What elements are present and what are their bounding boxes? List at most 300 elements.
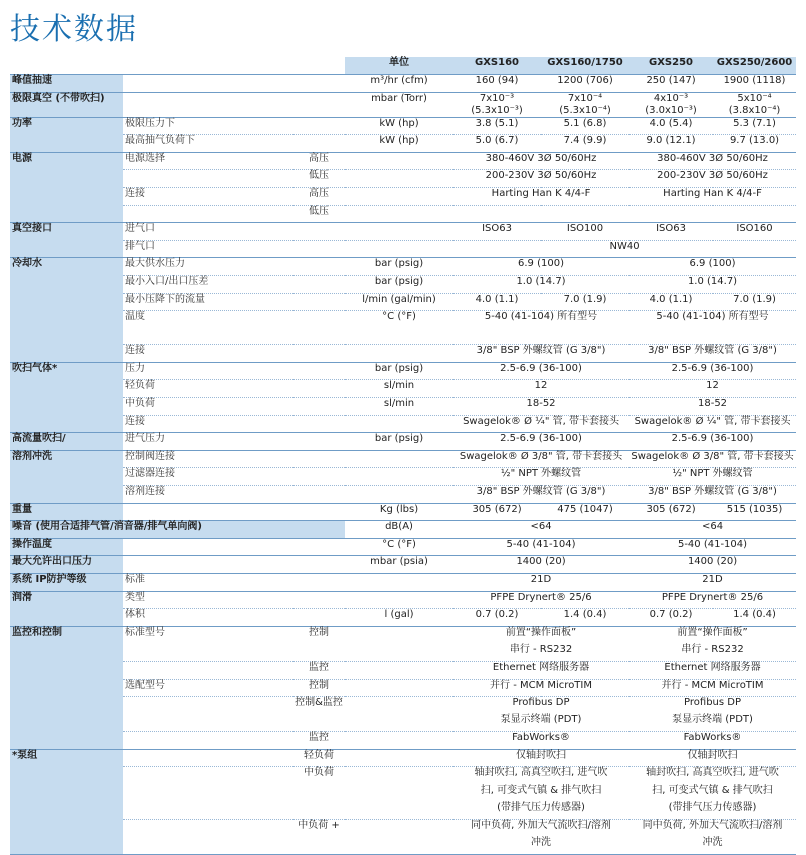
row-label bbox=[123, 837, 293, 855]
value-cell: 7.0 (1.9) bbox=[713, 293, 796, 311]
value-cell: 5-40 (41-104) 所有型号 bbox=[629, 311, 796, 345]
row-label bbox=[123, 820, 293, 838]
value-cell: ISO100 bbox=[541, 223, 629, 241]
table-row bbox=[10, 135, 796, 153]
row-label: 体积 bbox=[123, 609, 293, 627]
sub-label: 高压 bbox=[293, 152, 345, 170]
unit-cell bbox=[345, 714, 453, 732]
table-row bbox=[10, 362, 796, 380]
sub-label: 控制&监控 bbox=[293, 697, 345, 715]
group-label bbox=[10, 732, 123, 750]
group-label bbox=[10, 767, 123, 785]
value-cell: ISO63 bbox=[629, 223, 713, 241]
row-label: 溶剂连接 bbox=[123, 485, 293, 503]
header-model: GXS250/2600 bbox=[713, 57, 796, 75]
table-row bbox=[10, 626, 796, 644]
sub-label: 监控 bbox=[293, 732, 345, 750]
value-cell: 3/8" BSP 外螺纹管 (G 3/8") bbox=[629, 345, 796, 363]
group-label bbox=[10, 802, 123, 820]
unit-cell: mbar (Torr) bbox=[345, 92, 453, 117]
value-cell: 3/8" BSP 外螺纹管 (G 3/8") bbox=[453, 485, 629, 503]
table-row bbox=[10, 802, 796, 820]
table-row bbox=[10, 732, 796, 750]
row-label: 标准 bbox=[123, 573, 293, 591]
value-cell: (带排气压力传感器) bbox=[497, 802, 585, 814]
table-row bbox=[10, 293, 796, 311]
table-row bbox=[10, 75, 796, 93]
group-label bbox=[10, 785, 123, 803]
value-cell: FabWorks® bbox=[453, 732, 629, 750]
unit-cell bbox=[345, 626, 453, 644]
sub-label: 低压 bbox=[293, 205, 345, 223]
value-cell: 串行 - RS232 bbox=[681, 643, 744, 655]
value-cell: 9.0 (12.1) bbox=[629, 135, 713, 153]
value-cell: 18-52 bbox=[629, 398, 796, 416]
row-label: 进气压力 bbox=[123, 433, 293, 451]
sub-label bbox=[293, 135, 345, 153]
unit-cell bbox=[345, 415, 453, 433]
value-cell: 5.3 (7.1) bbox=[713, 117, 796, 135]
table-row bbox=[10, 644, 796, 662]
row-label bbox=[123, 802, 293, 820]
value-cell: 6.9 (100) bbox=[453, 258, 629, 276]
group-label: 监控和控制 bbox=[10, 626, 123, 644]
value-cell: 12 bbox=[453, 380, 629, 398]
unit-cell: l/min (gal/min) bbox=[345, 293, 453, 311]
value-cell: 5-40 (41-104) 所有型号 bbox=[453, 311, 629, 345]
value-cell: 250 (147) bbox=[629, 75, 713, 93]
row-label: 轻负荷 bbox=[123, 380, 293, 398]
value-cell: Swagelok® Ø ¼" 管, 带卡套接头 bbox=[629, 415, 796, 433]
value-cell: 1.4 (0.4) bbox=[713, 609, 796, 627]
value-cell: Profibus DP bbox=[453, 697, 629, 715]
sub-label bbox=[293, 258, 345, 276]
value-cell: 21D bbox=[629, 573, 796, 591]
row-label bbox=[123, 749, 293, 767]
unit-cell bbox=[345, 661, 453, 679]
group-label bbox=[10, 135, 123, 153]
table-row bbox=[10, 556, 796, 574]
unit-cell bbox=[345, 820, 453, 838]
sub-label: 高压 bbox=[293, 188, 345, 206]
value-cell: 4.0 (1.1) bbox=[453, 293, 541, 311]
value-cell: 1900 (1118) bbox=[713, 75, 796, 93]
group-label bbox=[10, 276, 123, 294]
group-label: 极限真空 (不带吹扫) bbox=[10, 92, 123, 117]
sub-label bbox=[293, 92, 345, 117]
row-label bbox=[123, 205, 293, 223]
sub-label: 监控 bbox=[293, 661, 345, 679]
value-cell: Swagelok® Ø 3/8" 管, 带卡套接头 bbox=[629, 450, 796, 468]
table-row bbox=[10, 538, 796, 556]
row-label: 极限压力下 bbox=[123, 117, 293, 135]
row-label: 最小压降下的流量 bbox=[123, 293, 293, 311]
table-row bbox=[10, 785, 796, 803]
value-cell: 1.4 (0.4) bbox=[541, 609, 629, 627]
value-cell: 2.5-6.9 (36-100) bbox=[629, 433, 796, 451]
value-cell: 3/8" BSP 外螺纹管 (G 3/8") bbox=[453, 345, 629, 363]
unit-cell: bar (psig) bbox=[345, 433, 453, 451]
value-cell: 305 (672) bbox=[453, 503, 541, 521]
value-cell: 扫, 可变式气镇 & 排气吹扫 bbox=[480, 784, 602, 796]
value-cell: 前置“操作面板” bbox=[629, 626, 796, 644]
header-model: GXS160 bbox=[453, 57, 541, 75]
unit-cell: m³/hr (cfm) bbox=[345, 75, 453, 93]
group-label bbox=[10, 644, 123, 662]
value-cell: 5-40 (41-104) bbox=[629, 538, 796, 556]
sub-label bbox=[293, 468, 345, 486]
sub-label bbox=[293, 503, 345, 521]
value-cell: 380-460V 3Ø 50/60Hz bbox=[453, 152, 629, 170]
value-cell: <64 bbox=[629, 521, 796, 539]
sub-label bbox=[293, 380, 345, 398]
table-row bbox=[10, 205, 796, 223]
unit-cell bbox=[345, 749, 453, 767]
sub-label bbox=[293, 223, 345, 241]
unit-cell: kW (hp) bbox=[345, 135, 453, 153]
value-cell: ½" NPT 外螺纹管 bbox=[629, 468, 796, 486]
table-row bbox=[10, 609, 796, 627]
row-label bbox=[123, 714, 293, 732]
value-cell: 前置“操作面板” bbox=[453, 626, 629, 644]
row-label: 中负荷 bbox=[123, 398, 293, 416]
group-label bbox=[10, 468, 123, 486]
table-row bbox=[10, 380, 796, 398]
unit-cell: °C (°F) bbox=[345, 311, 453, 345]
value-cell: 475 (1047) bbox=[541, 503, 629, 521]
sub-label bbox=[293, 240, 345, 258]
table-row bbox=[10, 433, 796, 451]
value-cell: ISO63 bbox=[453, 223, 541, 241]
table-row bbox=[10, 837, 796, 855]
unit-cell: °C (°F) bbox=[345, 538, 453, 556]
row-label bbox=[123, 732, 293, 750]
value-cell: 7.0 (1.9) bbox=[541, 293, 629, 311]
group-label bbox=[10, 188, 123, 206]
row-label bbox=[123, 556, 293, 574]
unit-cell: bar (psig) bbox=[345, 362, 453, 380]
table-row bbox=[10, 450, 796, 468]
table-row bbox=[10, 573, 796, 591]
table-row bbox=[10, 92, 796, 117]
unit-cell bbox=[345, 767, 453, 785]
value-cell: 380-460V 3Ø 50/60Hz bbox=[629, 152, 796, 170]
value-cell: 5-40 (41-104) bbox=[453, 538, 629, 556]
group-label bbox=[10, 661, 123, 679]
value-cell: Swagelok® Ø ¼" 管, 带卡套接头 bbox=[453, 415, 629, 433]
value-cell: 5.1 (6.8) bbox=[541, 117, 629, 135]
value-cell: 冲洗 bbox=[453, 837, 629, 855]
table-row bbox=[10, 311, 796, 345]
table-row bbox=[10, 276, 796, 294]
value-cell: 1.0 (14.7) bbox=[629, 276, 796, 294]
value-cell: 4x10⁻³ (3.0x10⁻³) bbox=[629, 92, 713, 117]
value-cell: 同中负荷, 外加大气流吹扫/溶剂 bbox=[629, 820, 796, 838]
value-cell: Ethernet 网络服务器 bbox=[629, 661, 796, 679]
value-cell: Harting Han K 4/4-F bbox=[629, 188, 796, 206]
value-cell: 0.7 (0.2) bbox=[453, 609, 541, 627]
sub-label: 控制 bbox=[293, 626, 345, 644]
value-cell: 5.0 (6.7) bbox=[453, 135, 541, 153]
group-label bbox=[10, 311, 123, 345]
value-cell: 仅轴封吹扫 bbox=[629, 749, 796, 767]
sub-label bbox=[293, 591, 345, 609]
row-label: 温度 bbox=[123, 311, 293, 345]
value-cell: 轴封吹扫, 高真空吹扫, 进气吹 bbox=[629, 767, 796, 785]
sub-label bbox=[293, 573, 345, 591]
group-label: 最大允许出口压力 bbox=[10, 556, 123, 574]
table-row bbox=[10, 521, 796, 539]
sub-label bbox=[293, 785, 345, 803]
group-label: 电源 bbox=[10, 152, 123, 170]
sub-label: 控制 bbox=[293, 679, 345, 697]
group-label bbox=[10, 679, 123, 697]
sub-label bbox=[293, 837, 345, 855]
row-label: 标准型号 bbox=[123, 626, 293, 644]
group-label: *泵组 bbox=[10, 749, 123, 767]
sub-label bbox=[293, 714, 345, 732]
sub-label: 低压 bbox=[293, 170, 345, 188]
unit-cell bbox=[345, 679, 453, 697]
row-label: 压力 bbox=[123, 362, 293, 380]
group-label: 吹扫气体* bbox=[10, 362, 123, 380]
row-label bbox=[123, 767, 293, 785]
unit-cell bbox=[345, 188, 453, 206]
value-cell: 串行 - RS232 bbox=[509, 643, 573, 655]
group-label bbox=[10, 714, 123, 732]
table-row bbox=[10, 345, 796, 363]
sub-label bbox=[293, 293, 345, 311]
value-cell: PFPE Drynert® 25/6 bbox=[453, 591, 629, 609]
sub-label bbox=[293, 644, 345, 662]
unit-cell bbox=[345, 732, 453, 750]
value-cell: 7x10⁻⁴ (5.3x10⁻⁴) bbox=[541, 92, 629, 117]
value-cell: 6.9 (100) bbox=[629, 258, 796, 276]
page-title: 技术数据 bbox=[10, 12, 138, 47]
unit-cell: Kg (lbs) bbox=[345, 503, 453, 521]
value-cell: 泵显示终端 (PDT) bbox=[672, 714, 753, 726]
row-label: 最小入口/出口压差 bbox=[123, 276, 293, 294]
unit-cell bbox=[345, 205, 453, 223]
value-cell: 515 (1035) bbox=[713, 503, 796, 521]
value-cell bbox=[453, 205, 629, 223]
table-row bbox=[10, 258, 796, 276]
table-row bbox=[10, 117, 796, 135]
unit-cell: mbar (psia) bbox=[345, 556, 453, 574]
sub-label bbox=[293, 311, 345, 345]
table-row bbox=[10, 415, 796, 433]
group-label: 重量 bbox=[10, 503, 123, 521]
table-row bbox=[10, 170, 796, 188]
group-label: 峰值抽速 bbox=[10, 75, 123, 93]
sub-label bbox=[293, 75, 345, 93]
unit-cell bbox=[345, 644, 453, 662]
sub-label bbox=[293, 802, 345, 820]
value-cell: Profibus DP bbox=[629, 697, 796, 715]
table-row bbox=[10, 591, 796, 609]
group-label bbox=[10, 837, 123, 855]
unit-cell bbox=[345, 450, 453, 468]
row-label bbox=[123, 538, 293, 556]
group-label bbox=[10, 485, 123, 503]
table-row bbox=[10, 240, 796, 258]
unit-cell: bar (psig) bbox=[345, 276, 453, 294]
group-label: 高流量吹扫/ bbox=[10, 433, 123, 451]
value-cell: 扫, 可变式气镇 & 排气吹扫 bbox=[652, 784, 773, 796]
value-cell: 305 (672) bbox=[629, 503, 713, 521]
table-row bbox=[10, 503, 796, 521]
value-cell: 并行 - MCM MicroTIM bbox=[453, 679, 629, 697]
value-cell: 7x10⁻³ (5.3x10⁻³) bbox=[453, 92, 541, 117]
sub-label bbox=[293, 415, 345, 433]
value-cell: 1.0 (14.7) bbox=[453, 276, 629, 294]
value-cell: 5x10⁻⁴ (3.8x10⁻⁴) bbox=[713, 92, 796, 117]
unit-cell: dB(A) bbox=[345, 521, 453, 539]
value-cell: 并行 - MCM MicroTIM bbox=[629, 679, 796, 697]
value-cell: 3/8" BSP 外螺纹管 (G 3/8") bbox=[629, 485, 796, 503]
header-blank bbox=[10, 57, 345, 75]
row-label bbox=[123, 644, 293, 662]
header-model: GXS250 bbox=[629, 57, 713, 75]
row-label bbox=[123, 661, 293, 679]
group-label: 溶剂冲洗 bbox=[10, 450, 123, 468]
group-label: 系统 IP防护等级 bbox=[10, 573, 123, 591]
unit-cell: bar (psig) bbox=[345, 258, 453, 276]
unit-cell bbox=[345, 837, 453, 855]
row-label: 过滤器连接 bbox=[123, 468, 293, 486]
table-header bbox=[10, 57, 796, 75]
value-cell: ISO160 bbox=[713, 223, 796, 241]
unit-cell bbox=[345, 152, 453, 170]
row-label bbox=[123, 503, 293, 521]
unit-cell bbox=[345, 573, 453, 591]
value-cell: 7.4 (9.9) bbox=[541, 135, 629, 153]
value-cell bbox=[629, 205, 796, 223]
value-cell: 4.0 (1.1) bbox=[629, 293, 713, 311]
sub-label bbox=[293, 345, 345, 363]
value-cell: 仅轴封吹扫 bbox=[453, 749, 629, 767]
group-label bbox=[10, 609, 123, 627]
unit-cell: sl/min bbox=[345, 380, 453, 398]
sub-label bbox=[293, 485, 345, 503]
group-label bbox=[10, 380, 123, 398]
value-cell: 2.5-6.9 (36-100) bbox=[629, 362, 796, 380]
sub-label: 中负荷 + bbox=[293, 820, 345, 838]
sub-label bbox=[293, 398, 345, 416]
unit-cell bbox=[345, 240, 453, 258]
row-label: 连接 bbox=[123, 188, 293, 206]
group-label: 润滑 bbox=[10, 591, 123, 609]
group-label bbox=[10, 345, 123, 363]
group-label: 真空接口 bbox=[10, 223, 123, 241]
header-model: GXS160/1750 bbox=[541, 57, 629, 75]
value-cell: Ethernet 网络服务器 bbox=[453, 661, 629, 679]
table-row bbox=[10, 468, 796, 486]
row-label bbox=[123, 92, 293, 117]
value-cell: PFPE Drynert® 25/6 bbox=[629, 591, 796, 609]
value-cell: 200-230V 3Ø 50/60Hz bbox=[629, 170, 796, 188]
value-cell: 0.7 (0.2) bbox=[629, 609, 713, 627]
spec-table bbox=[10, 57, 796, 855]
row-label: 连接 bbox=[123, 415, 293, 433]
value-cell: 2.5-6.9 (36-100) bbox=[453, 433, 629, 451]
group-label bbox=[10, 293, 123, 311]
table-row bbox=[10, 767, 796, 785]
value-cell: ½" NPT 外螺纹管 bbox=[453, 468, 629, 486]
group-label bbox=[10, 398, 123, 416]
value-cell: 1400 (20) bbox=[453, 556, 629, 574]
value-cell: 9.7 (13.0) bbox=[713, 135, 796, 153]
row-label: 控制阀连接 bbox=[123, 450, 293, 468]
unit-cell bbox=[345, 785, 453, 803]
value-cell: 3.8 (5.1) bbox=[453, 117, 541, 135]
value-cell: 轴封吹扫, 高真空吹扫, 进气吹 bbox=[453, 767, 629, 785]
row-label: 最高抽气负荷下 bbox=[123, 135, 293, 153]
row-label bbox=[123, 170, 293, 188]
table-row bbox=[10, 714, 796, 732]
value-cell: 200-230V 3Ø 50/60Hz bbox=[453, 170, 629, 188]
group-label bbox=[10, 240, 123, 258]
unit-cell: sl/min bbox=[345, 398, 453, 416]
sub-label bbox=[293, 556, 345, 574]
unit-cell bbox=[345, 697, 453, 715]
unit-cell bbox=[345, 170, 453, 188]
table-row bbox=[10, 223, 796, 241]
row-label: 进气口 bbox=[123, 223, 293, 241]
value-cell: 21D bbox=[453, 573, 629, 591]
sub-label bbox=[293, 117, 345, 135]
group-label bbox=[10, 205, 123, 223]
table-row bbox=[10, 152, 796, 170]
table-row bbox=[10, 820, 796, 838]
sub-label bbox=[293, 276, 345, 294]
group-label bbox=[10, 415, 123, 433]
value-cell: 1200 (706) bbox=[541, 75, 629, 93]
group-label: 操作温度 bbox=[10, 538, 123, 556]
unit-cell: kW (hp) bbox=[345, 117, 453, 135]
value-cell: 12 bbox=[629, 380, 796, 398]
value-cell: Swagelok® Ø 3/8" 管, 带卡套接头 bbox=[453, 450, 629, 468]
value-cell: Harting Han K 4/4-F bbox=[453, 188, 629, 206]
unit-cell bbox=[345, 345, 453, 363]
row-label bbox=[123, 697, 293, 715]
row-label: 电源选择 bbox=[123, 152, 293, 170]
value-cell: 2.5-6.9 (36-100) bbox=[453, 362, 629, 380]
value-cell: 4.0 (5.4) bbox=[629, 117, 713, 135]
value-cell: FabWorks® bbox=[629, 732, 796, 750]
value-cell: 冲洗 bbox=[629, 837, 796, 855]
sub-label bbox=[293, 538, 345, 556]
row-label bbox=[123, 75, 293, 93]
group-label: 冷却水 bbox=[10, 258, 123, 276]
row-label bbox=[123, 785, 293, 803]
value-cell: 160 (94) bbox=[453, 75, 541, 93]
unit-cell bbox=[345, 591, 453, 609]
value-cell: NW40 bbox=[453, 240, 796, 258]
group-label: 功率 bbox=[10, 117, 123, 135]
table-row bbox=[10, 679, 796, 697]
table-row bbox=[10, 661, 796, 679]
unit-cell bbox=[345, 802, 453, 820]
value-cell: 同中负荷, 外加大气流吹扫/溶剂 bbox=[453, 820, 629, 838]
table-row bbox=[10, 485, 796, 503]
header-unit: 单位 bbox=[345, 57, 453, 75]
group-label bbox=[10, 820, 123, 838]
row-label: 最大供水压力 bbox=[123, 258, 293, 276]
table-row bbox=[10, 188, 796, 206]
value-cell: <64 bbox=[453, 521, 629, 539]
unit-cell bbox=[345, 468, 453, 486]
